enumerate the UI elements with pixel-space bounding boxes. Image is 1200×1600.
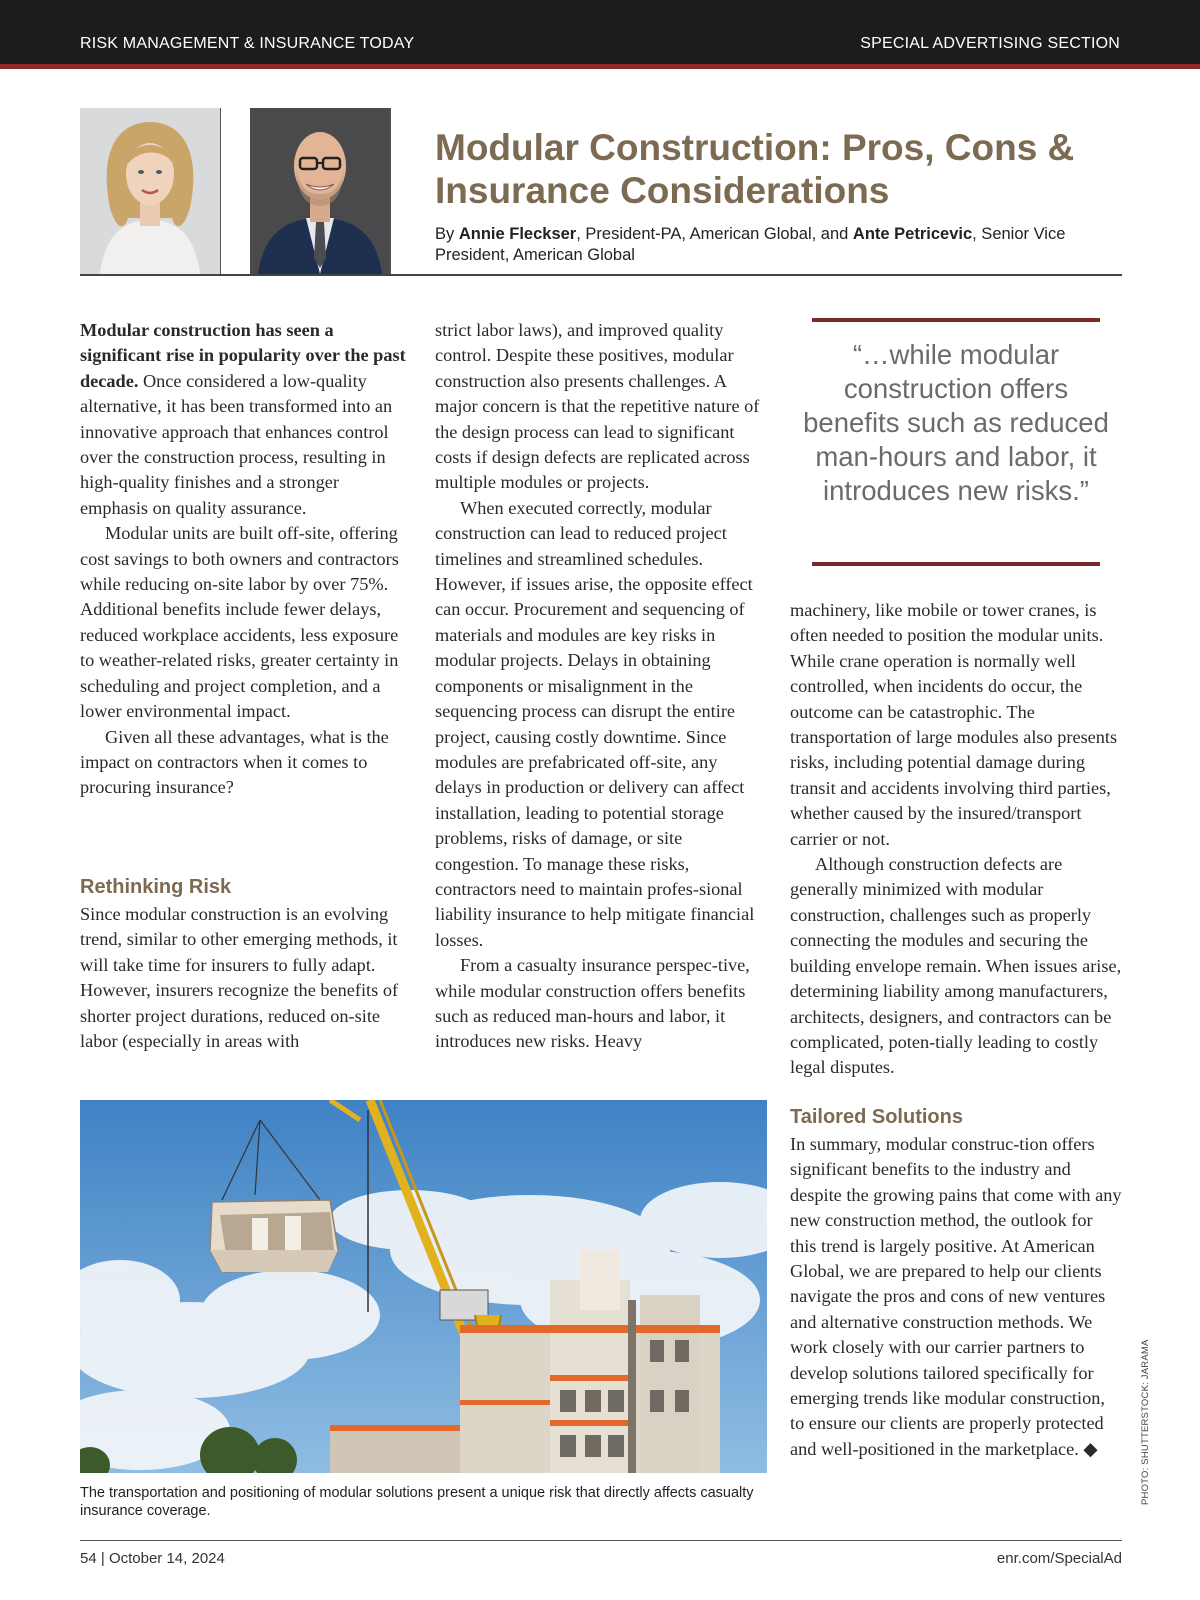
construction-photo xyxy=(80,1100,767,1473)
article-title: Modular Construction: Pros, Cons & Insurance Considerations xyxy=(435,127,1075,211)
author-photo-annie-fleckser xyxy=(80,108,220,274)
author-2-role: , Senior Vice President, American Global xyxy=(435,225,1066,264)
body-column-1-continued xyxy=(80,902,410,1054)
author-name-1: Annie Fleckser xyxy=(458,225,577,243)
banner-accent-rule xyxy=(0,64,1200,69)
paragraph: Modular units are built off-site, offering cost savings to both owners and contractors while reducing on-site labor by over 75%. Additional benefits include fewer delays, reduced workplace accidents, less exposure to weather-related risks, greater certainty in scheduling and project completion, and a lower environmental impact. xyxy=(80,523,399,722)
man-portrait-illustration xyxy=(250,108,390,274)
woman-portrait-illustration xyxy=(80,108,220,274)
footer-divider xyxy=(80,1540,1122,1541)
pullquote-top-rule xyxy=(812,318,1100,322)
photo-caption: The transportation and positioning of modular solutions present a unique risk that directly affects casualty insurance coverage. xyxy=(80,1485,754,1519)
publication-section-label: RISK MANAGEMENT & INSURANCE TODAY xyxy=(80,35,415,52)
paragraph: Given all these advantages, what is the impact on contractors when it comes to procuring insurance? xyxy=(80,726,389,798)
special-advertising-label: SPECIAL ADVERTISING SECTION xyxy=(860,35,1120,52)
paragraph: Although construction defects are generally minimized with modular construction, challenges such as properly connecting the modules and securing the building envelope remain. When issues arise, determining liability among manufacturers, architects, designers, and contractors can be complicated, poten-tially leading to costly legal disputes. xyxy=(790,854,1122,1078)
paragraph: strict labor laws), and improved quality control. Despite these positives, modular construction also presents challenges. A major concern is that the repetitive nature of the design process can lead to significant costs if design defects are replicated across multiple modules or projects. xyxy=(435,320,760,493)
body-column-3-continued xyxy=(790,1132,1122,1462)
footer-separator: | xyxy=(100,1550,105,1567)
crane-and-modular-building-illustration xyxy=(80,1100,767,1473)
footer-url[interactable]: enr.com/SpecialAd xyxy=(996,1550,1122,1567)
author-name-2: Ante Petricevic xyxy=(852,225,973,243)
page-number: 54 xyxy=(80,1550,97,1567)
footer-page-info xyxy=(80,1550,225,1567)
pullquote-bottom-rule xyxy=(812,562,1100,566)
paragraph-text: Once considered a low-quality alternative, it has been transformed into an innovative approach that enhances control over the construction process, resulting in high-quality finishes and a stronger emphasis on quality assurance. xyxy=(80,370,393,518)
paragraph: When executed correctly, modular construction can lead to reduced project timelines and streamlined schedules. However, if issues arise, the opposite effect can occur. Procurement and sequencing of materials and modules are key risks in modular projects. Delays in obtaining components or misalignment in the sequencing process can disrupt the entire project, causing costly downtime. Since modules are prefabricated off-site, any delays in production or delivery can affect installation, leading to potential storage problems, risks of damage, or site congestion. To manage these risks, contractors need to maintain profes-sional liability insurance to help mitigate financial losses. xyxy=(435,497,755,950)
issue-date: October 14, 2024 xyxy=(108,1550,225,1567)
article-byline xyxy=(435,224,1115,266)
paragraph: Since modular construction is an evolving trend, similar to other emerging methods, it will take time for insurers to fully adapt. However, insurers recognize the benefits of shorter project durations, reduced on-site labor (especially in areas with xyxy=(80,904,399,1052)
photo-credit: PHOTO: SHUTTERSTOCK: JARAMA xyxy=(1140,1339,1151,1505)
paragraph: In summary, modular construc-tion offers significant benefits to the industry and despite the growing pains that come with any new construction method, the outlook for this trend is largely positive. At American Global, we are prepared to help our clients navigate the pros and cons of new ventures and alternative construction methods. We work closely with our carrier partners to develop solutions tailored specifically for emerging trends like modular construction, to ensure our clients are properly protected and well-positioned in the marketplace. ◆ xyxy=(790,1134,1122,1459)
hanging-module xyxy=(210,1200,338,1272)
top-banner xyxy=(0,0,1200,64)
paragraph xyxy=(80,318,410,521)
author-photo-ante-petricevic xyxy=(250,108,390,274)
lead-in: Modular construction has seen a significant rise in popularity over the past decade. xyxy=(80,320,406,391)
body-column-2 xyxy=(435,318,760,1055)
byline-prefix: By xyxy=(435,225,459,243)
paragraph: machinery, like mobile or tower cranes, is often needed to position the modular units. While crane operation is normally well controlled, when incidents do occur, the outcome can be catastrophic. The transportation of large modules also presents risks, including potential damage during transit and accidents involving third parties, whether caused by the insured/transport carrier or not. xyxy=(790,600,1118,849)
header-divider xyxy=(80,274,1122,276)
body-column-3 xyxy=(790,598,1122,1081)
photo-divider xyxy=(220,108,221,274)
pullquote: “…while modular construction offers benefits such as reduced man-hours and labor, it introduces new risks.” xyxy=(803,339,1109,506)
subhead-tailored-solutions: Tailored Solutions xyxy=(790,1106,963,1128)
body-column-1 xyxy=(80,318,410,801)
photo-divider xyxy=(390,108,391,274)
subhead-rethinking-risk: Rethinking Risk xyxy=(80,876,232,898)
paragraph: From a casualty insurance perspec-tive, while modular construction offers benefits such as reduced man-hours and labor, it introduces new risks. Heavy xyxy=(435,955,750,1052)
author-1-role: , President-PA, American Global, and xyxy=(576,225,853,243)
